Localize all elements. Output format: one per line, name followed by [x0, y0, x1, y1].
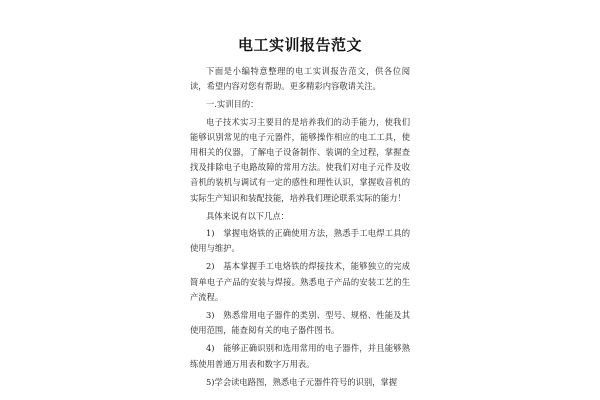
list-item: 4) 能够正确识别和选用常用的电子器件，并且能够熟练使用普通万用表和数字万用表。	[190, 343, 410, 369]
document-body	[190, 34, 410, 393]
list-intro: 具体来说有以下几点：	[206, 210, 289, 221]
list-item: 2) 基本掌握手工电烙铁的焊接技术，能够独立的完成简单电子产品的安装与焊接。熟悉电子产品的安装工艺的生产流程。	[190, 261, 410, 302]
intro-paragraph: 下面是小编特意整理的电工实训报告范文，供各位阅读，希望内容对您有帮助。更多精彩内容敬请关注。	[190, 66, 410, 92]
section-heading: 一.实训目的：	[206, 99, 259, 110]
list-item: 5)学会读电路图，熟悉电子元器件符号的识别，掌握	[206, 376, 398, 387]
document-title: 电工实训报告范文	[237, 36, 362, 54]
body-paragraph: 电子技术实习主要目的是培养我们的动手能力，使我们能够识别常见的电子元器件，能够操作相应的电工工具，使用相关的仪器，了解电子设备制作、装调的全过程，掌握查找及排除电子电路故障的常用方法。使我们对电子元件及收音机的装机与调试有一定的感性和理性认识，掌握收音机的实际生产知识和装配技能，培养我们理论联系实际的能力！	[190, 116, 410, 203]
list-item: 3) 熟悉常用电子器件的类别、型号、规格、性能及其使用范围，能查阅有关的电子器件图书。	[190, 310, 410, 336]
list-item: 1) 掌握电烙铁的正确使用方法，熟悉手工电焊工具的使用与维护。	[190, 228, 410, 254]
